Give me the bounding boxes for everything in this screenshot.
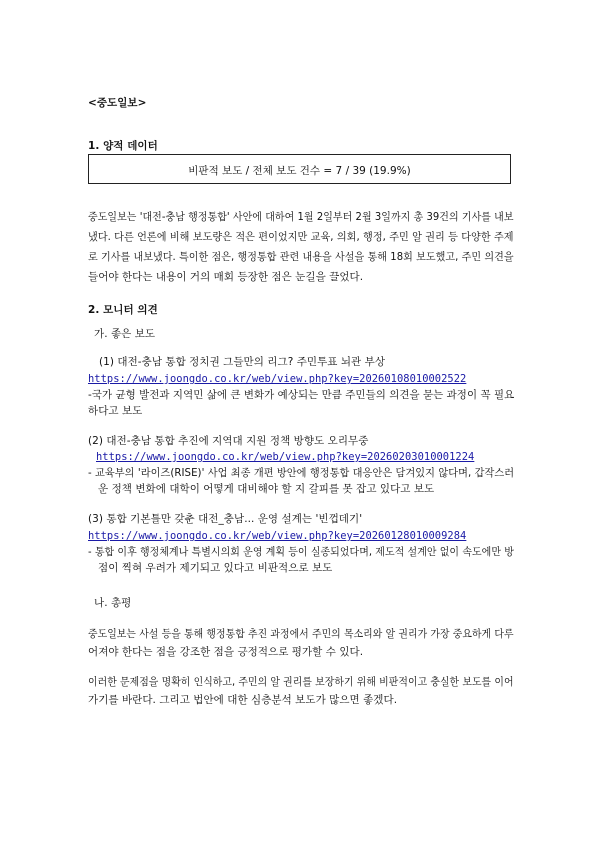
- summary-line: 가기를 바란다. 그리고 법안에 대한 심층분석 보도가 많으면 좋겠다.: [88, 694, 398, 706]
- article-comment: 점이 찍혀 우려가 제기되고 있다고 비판적으로 보도: [98, 562, 333, 574]
- subheading-overall: 나. 총평: [94, 597, 132, 609]
- article-comment: 운 정책 변화에 대학이 어떻게 대비해야 할 지 갈피를 못 잡고 있다고 보도: [98, 483, 435, 495]
- section-heading-quantitative: 1. 양적 데이터: [88, 140, 158, 152]
- article-comment: -국가 균형 발전과 지역민 삶에 큰 변화가 예상되는 만큼 주민들의 의견을 묻는 과정이 꼭 필요: [88, 389, 515, 401]
- article-title: (1) 대전-충남 통합 정치권 그들만의 리그? 주민투표 뇌관 부상: [99, 356, 386, 368]
- page-title: <중도일보>: [88, 97, 147, 109]
- body-line: 들어야 한다는 내용이 거의 매회 등장한 점은 눈길을 끌었다.: [88, 271, 364, 283]
- summary-line: 이러한 문제점을 명확히 인식하고, 주민의 알 권리를 보장하기 위해 비판적이고 충실한 보도를 이어: [88, 676, 514, 688]
- article-title: (3) 통합 기본틀만 갖춘 대전_충남... 운영 설계는 '빈껍데기': [88, 513, 363, 525]
- stat-box: [88, 154, 511, 184]
- stat-box-text: 비판적 보도 / 전체 보도 건수 = 7 / 39 (19.9%): [188, 165, 411, 177]
- article-title: (2) 대전-충남 통합 추진에 지역대 지원 정책 방향도 오리무중: [88, 435, 369, 447]
- summary-line: 어져야 한다는 점을 강조한 점을 긍정적으로 평가할 수 있다.: [88, 646, 364, 658]
- article-link[interactable]: https://www.joongdo.co.kr/web/view.php?key=20260203010001224: [96, 451, 475, 463]
- body-line: 냈다. 다른 언론에 비해 보도량은 적은 편이었지만 교육, 의회, 행정, 주민 알 권리 등 다양한 주제: [88, 231, 514, 243]
- body-line: 중도일보는 '대전-충남 행정통합' 사안에 대하여 1월 2일부터 2월 3일까지 총 39건의 기사를 내보: [88, 211, 514, 223]
- article-comment: - 통합 이후 행정체계나 특별시의회 운영 계획 등이 실종되었다며, 제도적 설계안 없이 속도에만 방: [88, 546, 514, 558]
- body-line: 로 기사를 내보냈다. 특이한 점은, 행정통합 관련 내용을 사설을 통해 18회 보도했고, 주민 의견을: [88, 251, 514, 263]
- article-comment: - 교육부의 '라이즈(RISE)' 사업 최종 개편 방안에 행정통합 대응안은 담겨있지 않다며, 갑작스러: [88, 467, 515, 479]
- summary-line: 중도일보는 사설 등을 통해 행정통합 추진 과정에서 주민의 목소리와 알 권리가 가장 중요하게 다루: [88, 628, 514, 640]
- section-heading-opinion: 2. 모니터 의견: [88, 304, 158, 316]
- article-comment: 하다고 보도: [88, 405, 143, 417]
- article-link[interactable]: https://www.joongdo.co.kr/web/view.php?key=20260108010002522: [88, 373, 467, 385]
- subheading-good-reports: 가. 좋은 보도: [94, 328, 156, 340]
- article-link[interactable]: https://www.joongdo.co.kr/web/view.php?key=20260128010009284: [88, 530, 467, 542]
